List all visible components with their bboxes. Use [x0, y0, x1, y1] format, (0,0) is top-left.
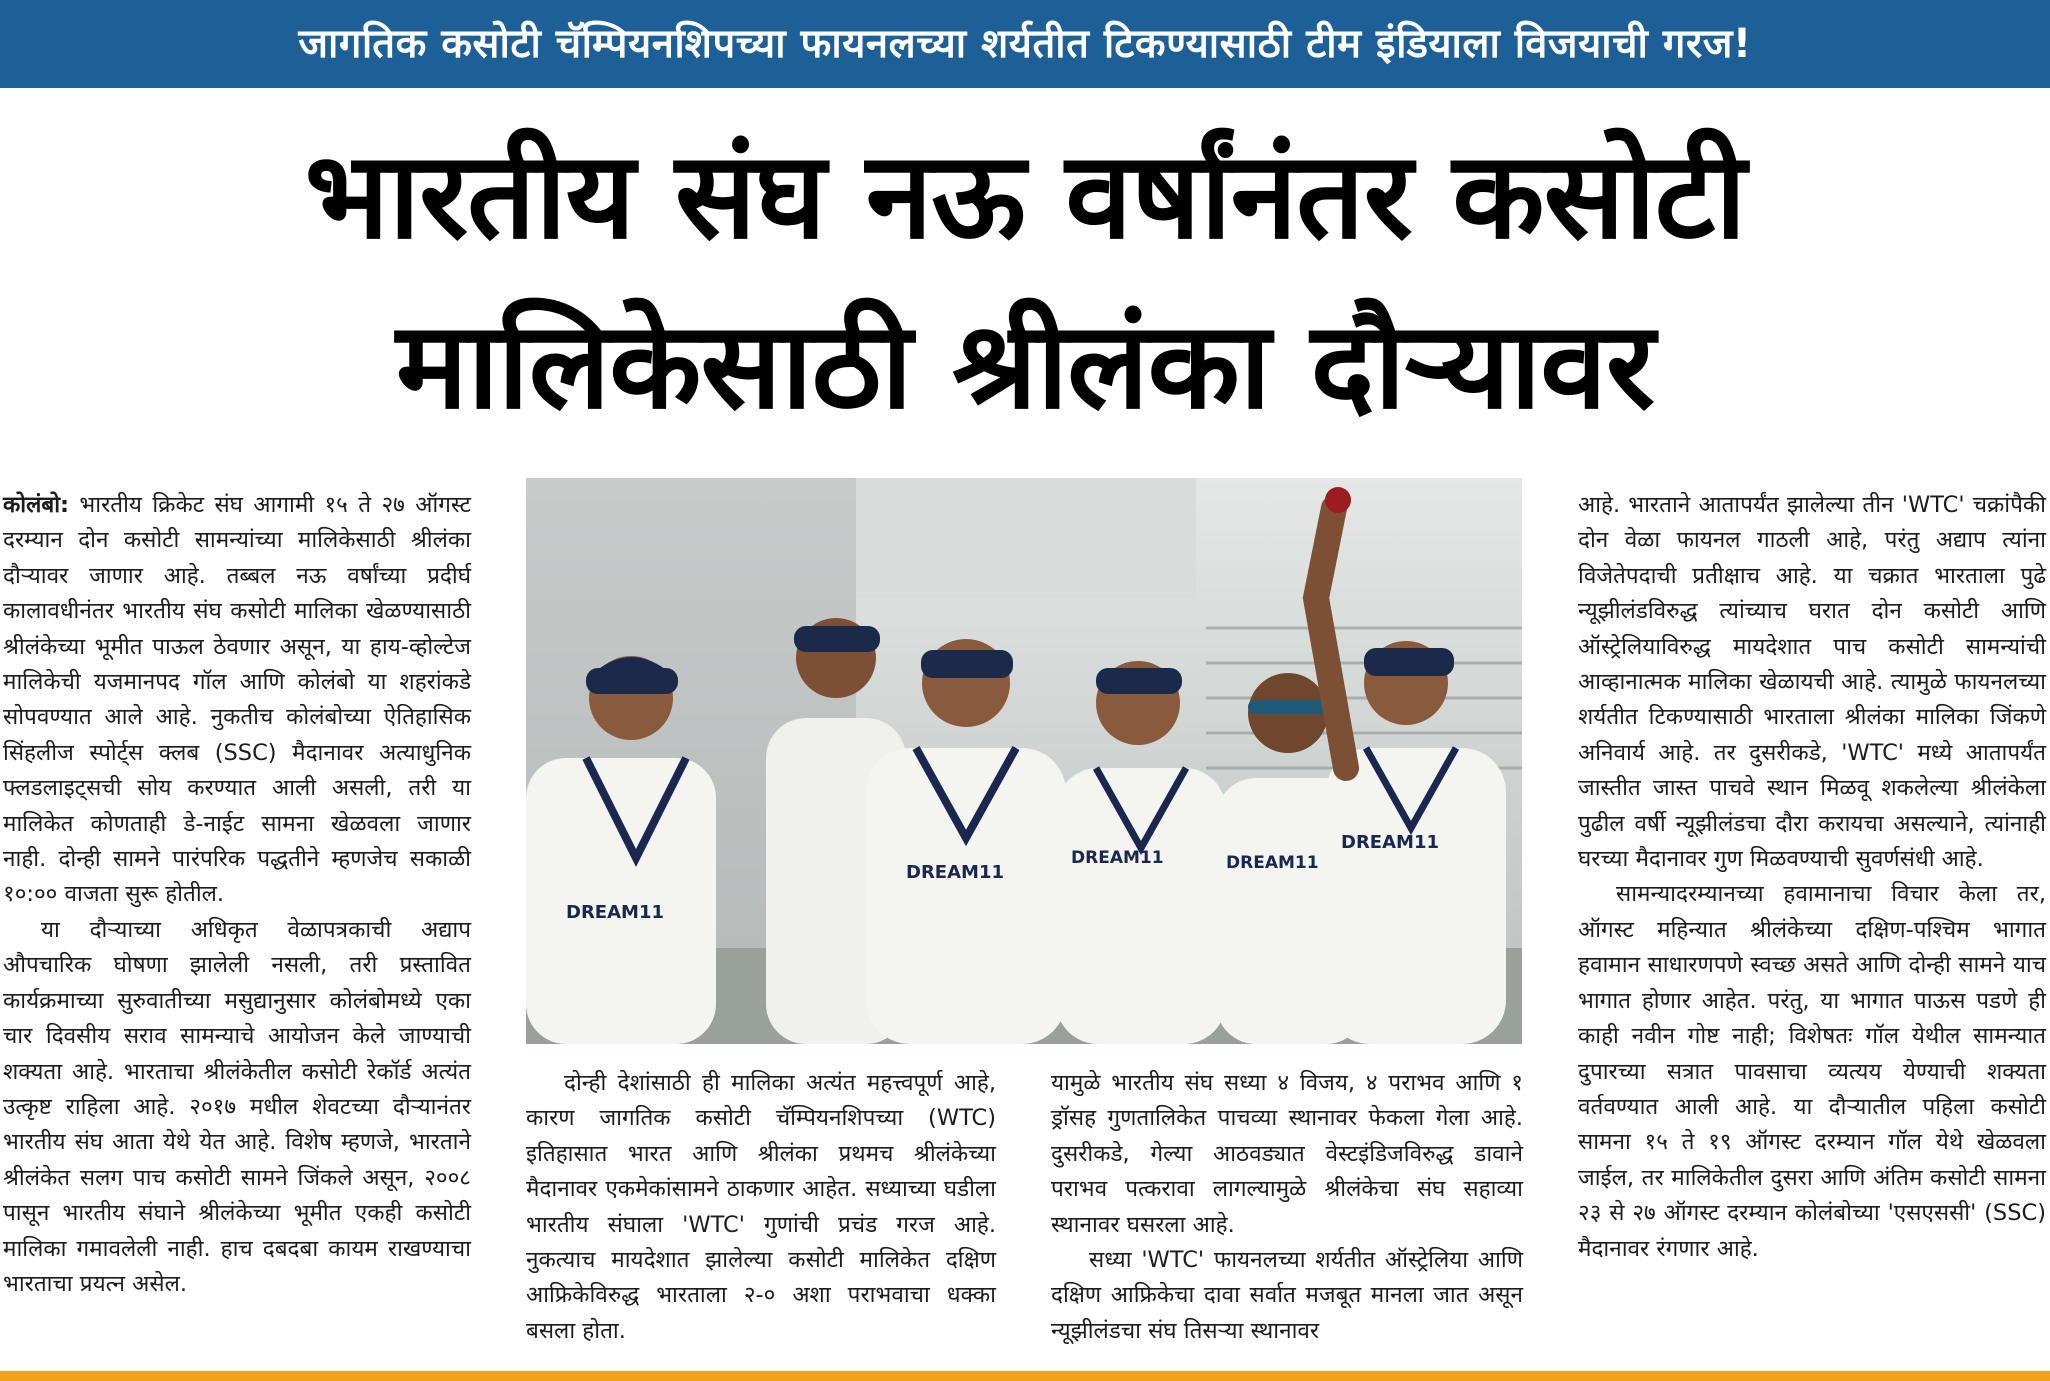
headline — [0, 112, 2050, 452]
paragraph-1 — [3, 488, 471, 913]
paragraph-1-text: भारतीय क्रिकेट संघ आगामी १५ ते २७ ऑगस्ट दरम्यान दोन कसोटी सामन्यांच्या मालिकेसाठी श्रीलंका दौऱ्यावर जाणार आहे. तब्बल नऊ वर्षांच्या प्रदीर्घ कालावधीनंतर भारतीय संघ कसोटी मालिका खेळण्यासाठी श्रीलंकेच्या भूमीत पाऊल ठेवणार असून, या हाय-व्होल्टेज मालिकेची यजमानपद गॉल आणि कोलंबो या शहरांकडे सोपवण्यात आले आहे. नुकतीच कोलंबोच्या ऐतिहासिक सिंहलीज स्पोर्ट्स क्लब (SSC) मैदानावर अत्याधुनिक फ्लडलाइट्सची सोय करण्यात आली असली, तरी या मालिकेत कोणताही डे-नाईट सामना खेळवला जाणार नाही. दोन्ही सामने पारंपरिक पद्धतीने म्हणजेच सकाळी १०:०० वाजता सुरू होतील. — [3, 492, 471, 908]
paragraph-2: या दौऱ्याच्या अधिकृत वेळापत्रकाची अद्याप औपचारिक घोषणा झालेली नसली, तरी प्रस्तावित कार्यक्रमाच्या सुरुवातीच्या मसुद्यानुसार कोलंबोमध्ये एका चार दिवसीय सराव सामन्याचे आयोजन केले जाण्याची शक्यता आहे. भारताचा श्रीलंकेतील कसोटी रेकॉर्ड अत्यंत उत्कृष्ट राहिला आहे. २०१७ मधील शेवटच्या दौऱ्यानंतर भारतीय संघ आता येथे येत आहे. विशेष म्हणजे, भारताने श्रीलंकेत सलग पाच कसोटी सामने जिंकले असून, २००८ पासून भारतीय संघाने श्रीलंकेच्या भूमीत एकही कसोटी मालिका गमावलेली नाही. हाच दबदबा कायम राखण्याचा भारताचा प्रयत्न असेल. — [3, 916, 471, 1297]
dateline: कोलंबो: — [3, 492, 70, 518]
paragraph-5: सध्या 'WTC' फायनलच्या शर्यतीत ऑस्ट्रेलिया आणि दक्षिण आफ्रिकेचा दावा सर्वात मजबूत मानला जात असून न्यूझीलंडचा संघ तिसऱ्या स्थानावर — [1051, 1247, 1523, 1344]
article-column-2 — [526, 1066, 996, 1349]
svg-text:DREAM11: DREAM11 — [906, 862, 1004, 883]
paragraph-7: सामन्यादरम्यानच्या हवामानाचा विचार केला तर, ऑगस्ट महिन्यात श्रीलंकेच्या दक्षिण-पश्चिम भागात हवामान साधारणपणे स्वच्छ असते आणि दोन्ही सामने याच भागात होणार आहेत. परंतु, या भागात पाऊस पडणे ही काही नवीन गोष्ट नाही; विशेषतः गॉल येथील सामन्यात दुपारच्या सत्रात पावसाचा व्यत्यय येण्याची शक्यता वर्तवण्यात आली आहे. या दौऱ्यातील पहिला कसोटी सामना १५ ते १९ ऑगस्ट दरम्यान गॉल येथे खेळवला जाईल, तर मालिकेतील दुसरा आणि अंतिम कसोटी सामना २३ से २७ ऑगस्ट दरम्यान कोलंबोच्या 'एसएससी' (SSC) मैदानावर रंगणार आहे. — [1578, 881, 2046, 1262]
svg-text:DREAM11: DREAM11 — [566, 902, 664, 923]
paragraph-4: यामुळे भारतीय संघ सध्या ४ विजय, ४ पराभव आणि १ ड्रॉसह गुणतालिकेत पाचव्या स्थानावर फेकला गेला आहे. दुसरीकडे, गेल्या आठवड्यात वेस्टइंडिजविरुद्ध डावाने पराभव पत्करावा लागल्यामुळे श्रीलंकेचा संघ सहाव्या स्थानावर घसरला आहे. — [1051, 1070, 1523, 1238]
svg-text:DREAM11: DREAM11 — [1071, 848, 1164, 868]
svg-text:DREAM11: DREAM11 — [1226, 853, 1319, 873]
team-celebration-photo — [526, 478, 1522, 1044]
paragraph-6: आहे. भारताने आतापर्यंत झालेल्या तीन 'WTC' चक्रांपैकी दोन वेळा फायनल गाठली आहे, परंतु अद्याप त्यांना विजेतेपदाची प्रतीक्षाच आहे. या चक्रात भारताला पुढे न्यूझीलंडविरुद्ध त्यांच्याच घरात दोन कसोटी आणि ऑस्ट्रेलियाविरुद्ध मायदेशात पाच कसोटी सामन्यांची आव्हानात्मक मालिका खेळायची आहे. त्यामुळे फायनलच्या शर्यतीत टिकण्यासाठी भारताला श्रीलंका मालिका जिंकणे अनिवार्य आहे. तर दुसरीकडे, 'WTC' मध्ये आतापर्यंत जास्तीत जास्त पाचवे स्थान मिळवू शकलेल्या श्रीलंकेला पुढील वर्षी न्यूझीलंडचा दौरा करायचा असल्याने, त्यांनाही घरच्या मैदानावर गुण मिळवण्याची सुवर्णसंधी आहे. — [1578, 492, 2046, 873]
headline-line-2: मालिकेसाठी श्रीलंका दौऱ्यावर — [396, 297, 1654, 436]
article-column-1 — [3, 488, 471, 1302]
bottom-rule — [0, 1371, 2050, 1381]
headline-line-1: भारतीय संघ नऊ वर्षांनंतर कसोटी — [304, 127, 1746, 266]
article-column-4 — [1578, 488, 2046, 1267]
kicker-banner: जागतिक कसोटी चॅम्पियनशिपच्या फायनलच्या शर्यतीत टिकण्यासाठी टीम इंडियाला विजयाची गरज! — [0, 0, 2050, 88]
paragraph-3: दोन्ही देशांसाठी ही मालिका अत्यंत महत्त्वपूर्ण आहे, कारण जागतिक कसोटी चॅम्पियनशिपच्या (WTC) इतिहासात भारत आणि श्रीलंका प्रथमच श्रीलंकेच्या मैदानावर एकमेकांसामने ठाकणार आहेत. सध्याच्या घडीला भारतीय संघाला 'WTC' गुणांची प्रचंड गरज आहे. नुकत्याच मायदेशात झालेल्या कसोटी मालिकेत दक्षिण आफ्रिकेविरुद्ध भारताला २-० अशा पराभवाचा धक्का बसला होता. — [526, 1070, 996, 1344]
article-column-3 — [1051, 1066, 1523, 1349]
players-illustration — [526, 478, 1522, 1044]
svg-text:DREAM11: DREAM11 — [1341, 832, 1439, 853]
